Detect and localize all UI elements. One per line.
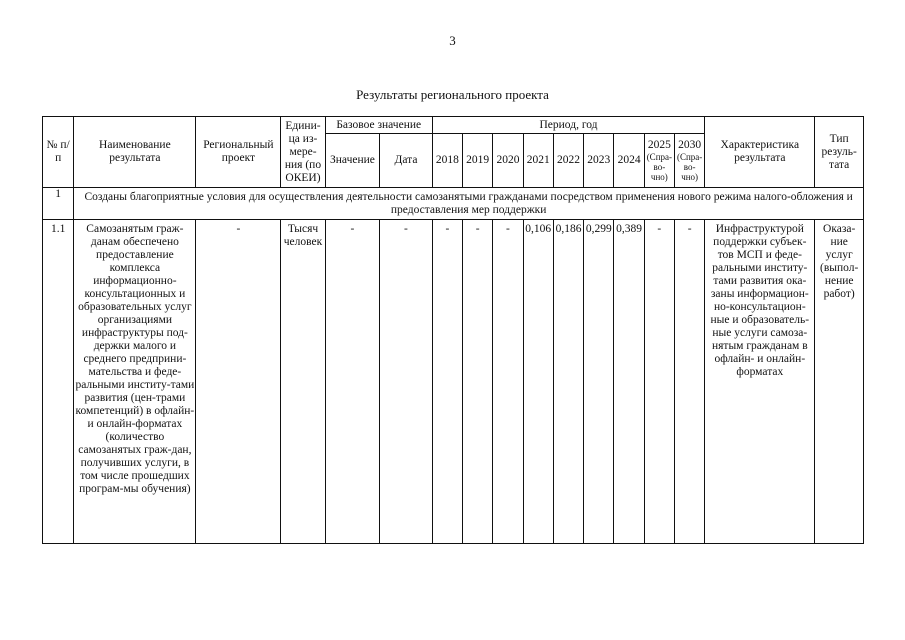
- header-year-2021: 2021: [523, 134, 553, 188]
- row-value-2022: 0,186: [553, 220, 583, 544]
- header-project: Региональный проект: [196, 117, 281, 188]
- header-year-2020: 2020: [493, 134, 523, 188]
- header-year-2030-label: 2030: [678, 139, 702, 151]
- header-year-2023: 2023: [584, 134, 614, 188]
- header-name: Наименование результата: [74, 117, 196, 188]
- header-unit: Едини-ца из-мере-ния (по ОКЕИ): [281, 117, 325, 188]
- row-unit: Тысяч человек: [281, 220, 325, 544]
- header-type: Тип резуль-тата: [815, 117, 864, 188]
- header-year-2030: [674, 134, 704, 188]
- row-value-2018: -: [432, 220, 462, 544]
- header-base-value: Значение: [325, 134, 380, 188]
- section-num: 1: [43, 188, 74, 220]
- row-base-value: -: [325, 220, 380, 544]
- header-year-2025-label: 2025: [647, 139, 671, 151]
- row-value-2019: -: [463, 220, 493, 544]
- row-project: -: [196, 220, 281, 544]
- row-value-2024: 0,389: [614, 220, 644, 544]
- header-year-2018: 2018: [432, 134, 462, 188]
- header-year-2019: 2019: [463, 134, 493, 188]
- header-base-date: Дата: [380, 134, 433, 188]
- header-year-2024: 2024: [614, 134, 644, 188]
- header-year-2022: 2022: [553, 134, 583, 188]
- row-value-2030: -: [674, 220, 704, 544]
- row-value-2021: 0,106: [523, 220, 553, 544]
- header-period: Период, год: [432, 117, 705, 134]
- row-value-2023: 0,299: [584, 220, 614, 544]
- row-characteristic: Инфраструктурой поддержки субъек-тов МСП и феде-ральными институ-тами развития ока-заны информацион-но-консультацион-ные и образователь-ные услуги самоза-нятым гражданам в офлайн- и онлайн-форматах: [705, 220, 815, 544]
- header-year-2025: [644, 134, 674, 188]
- header-year-2025-note: (Спра-во-чно): [646, 152, 672, 182]
- row-name: Самозанятым граж-данам обеспечено предоставление комплекса информационно-консультационных и образовательных услуг организациями инфраструктуры под-держки малого и среднего предприни-мательства и феде-ральными институ-тами развития (цен-трами компетенций) в офлайн- и онлайн-форматах (количество самозанятых граж-дан, получивших услуги, в том числе прошедших програм-мы обучения): [74, 220, 196, 544]
- row-value-2025: -: [644, 220, 674, 544]
- document-title: Результаты регионального проекта: [356, 87, 549, 102]
- header-characteristic: Характеристика результата: [705, 117, 815, 188]
- row-base-date: -: [380, 220, 433, 544]
- header-base: Базовое значение: [325, 117, 432, 134]
- page-number: 3: [449, 33, 456, 48]
- row-type: Оказа-ние услуг (выпол-нение работ): [815, 220, 864, 544]
- section-text: Созданы благоприятные условия для осуществления деятельности самозанятыми гражданами посредством применения нового режима налого-обложения и предоставления мер поддержки: [74, 188, 864, 220]
- header-year-2030-note: (Спра-во-чно): [676, 152, 703, 182]
- row-value-2020: -: [493, 220, 523, 544]
- results-table: [42, 116, 864, 544]
- row-num: 1.1: [43, 220, 74, 544]
- header-num: № п/п: [43, 117, 74, 188]
- table-row: [43, 220, 864, 544]
